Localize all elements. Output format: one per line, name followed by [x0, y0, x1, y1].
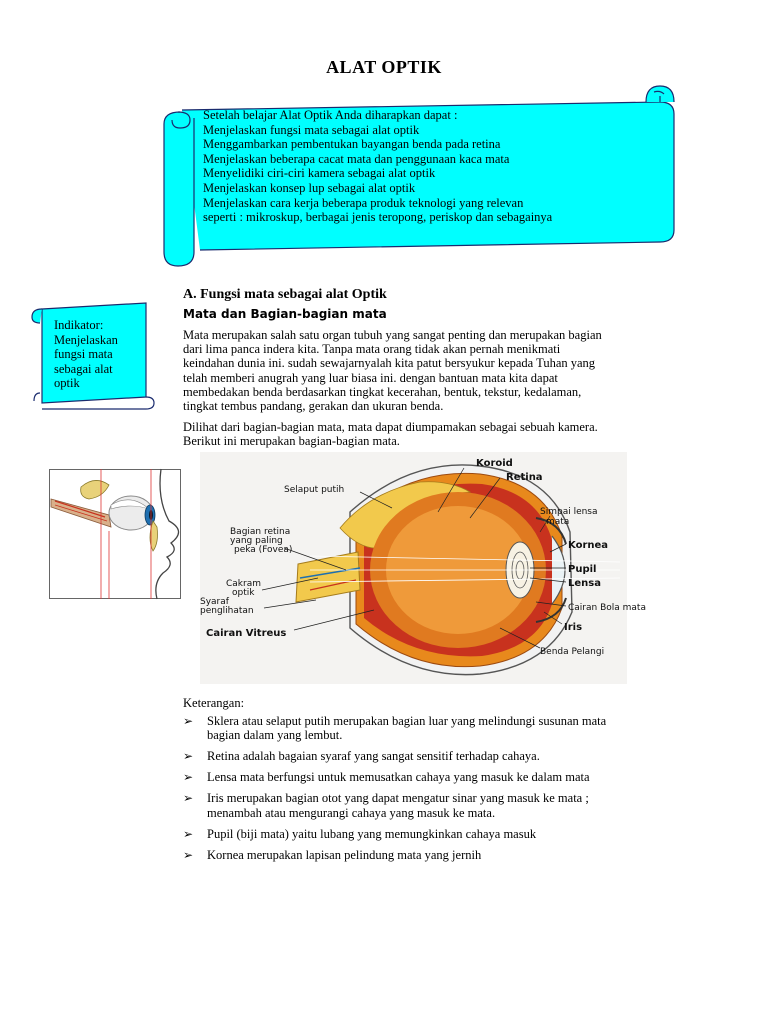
arrow-bullet-icon: ➢ — [183, 714, 194, 728]
list-item — [183, 714, 723, 743]
label-cairan-bola-mata: Cairan Bola mata — [568, 603, 646, 613]
label-kornea: Kornea — [568, 540, 609, 551]
label-benda-pelangi: Benda Pelangi — [540, 647, 605, 657]
indicator-line: Indikator: — [54, 318, 104, 332]
label-simpai-lensa-mata: mata — [546, 517, 570, 527]
arrow-bullet-icon: ➢ — [183, 826, 194, 841]
label-cakram: Cakram — [226, 579, 261, 589]
label-bagian-retina: Bagian retina — [230, 527, 291, 537]
paragraph-line: Mata merupakan salah satu organ tubuh yang sangat penting dan merupakan bagian — [183, 328, 602, 342]
indicator-line: fungsi mata — [54, 347, 113, 362]
paragraph-line: tingkat tembus pandang, gerakan dan ukuran benda. — [183, 399, 444, 414]
paragraph-intro — [183, 328, 723, 413]
eye-cross-section-diagram — [200, 452, 646, 684]
objectives-line: Menjelaskan konsep lup sebagai alat optik — [203, 180, 416, 195]
section-heading: A. Fungsi mata sebagai alat Optik — [183, 287, 387, 302]
paragraph-line: Berikut ini merupakan bagian-bagian mata. — [183, 434, 400, 449]
indicator-line: Menjelaskan — [54, 332, 118, 347]
list-item-text: Kornea merupakan lapisan pelindung mata yang jernih — [207, 847, 482, 862]
objectives-line: Menjelaskan beberapa cacat mata dan penggunaan kaca mata — [203, 151, 510, 166]
keterangan-list — [183, 714, 723, 869]
list-item — [183, 827, 723, 841]
arrow-bullet-icon: ➢ — [183, 770, 194, 785]
label-iris: Iris — [564, 622, 583, 633]
label-cairan-vitreus: Cairan Vitreus — [206, 628, 287, 639]
label-retina: Retina — [506, 472, 543, 483]
label-fovea: peka (Fovea) — [234, 545, 293, 555]
label-bagian-retina-2: yang paling — [230, 536, 283, 546]
paragraph-camera — [183, 420, 723, 448]
list-item — [183, 848, 723, 862]
arrow-bullet-icon: ➢ — [183, 749, 194, 764]
label-simpai-lensa: Simpai lensa — [540, 507, 598, 517]
paragraph-line: keindahan dunia ini. sudah sewajarnyalah kita patut bersyukur kepada Tuhan yang — [183, 356, 596, 371]
list-item-text: Retina adalah bagaian syaraf yang sangat sensitif terhadap cahaya. — [207, 749, 540, 764]
objectives-line: Menjelaskan fungsi mata sebagai alat optik — [203, 122, 420, 137]
arrow-bullet-icon: ➢ — [183, 791, 194, 806]
page-title: ALAT OPTIK — [326, 57, 442, 77]
keterangan-label: Keterangan: — [183, 696, 245, 710]
paragraph-line: membedakan benda berdasarkan tingkat kecerahan, bentuk, tekstur, kedalaman, — [183, 384, 582, 399]
label-lensa: Lensa — [568, 578, 601, 589]
sub-heading: Mata dan Bagian-bagian mata — [183, 307, 387, 321]
indicator-line: sebagai alat — [54, 361, 113, 376]
paragraph-line: Dilihat dari bagian-bagian mata, mata dapat diumpamakan sebagai sebuah kamera. — [183, 420, 598, 434]
objectives-line: seperti : mikroskup, berbagai jenis teropong, periskop dan sebagainya — [203, 210, 553, 225]
label-koroid: Koroid — [476, 458, 513, 469]
list-item-text: Pupil (biji mata) yaitu lubang yang memungkinkan cahaya masuk — [207, 826, 537, 841]
objectives-line: Menyelidiki ciri-ciri kamera sebagai alat optik — [203, 166, 436, 181]
list-item-text: Lensa mata berfungsi untuk memusatkan cahaya yang masuk ke dalam mata — [207, 770, 590, 785]
list-item — [183, 791, 723, 820]
label-syaraf: Syaraf — [200, 597, 229, 607]
label-cakram-optik: optik — [232, 588, 255, 598]
head-eye-illustration — [49, 469, 181, 599]
objectives-line: Menggambarkan pembentukan bayangan benda pada retina — [203, 137, 501, 152]
list-item — [183, 770, 723, 784]
label-pupil: Pupil — [568, 564, 597, 575]
paragraph-line: dari lima panca indera kita. Tanpa mata orang tidak akan pernah menikmati — [183, 342, 561, 357]
list-item-text: Sklera atau selaput putih merupakan bagian luar yang melindungi susunan mata — [207, 714, 607, 728]
indicator-line: optik — [54, 376, 80, 391]
arrow-bullet-icon: ➢ — [183, 847, 194, 862]
list-item — [183, 749, 723, 763]
label-syaraf-penglihatan: penglihatan — [200, 606, 254, 616]
indicator-text — [54, 318, 146, 391]
paragraph-line: telah memberi anugrah yang luar biasa ini. dengan bantuan mata kita dapat — [183, 370, 558, 385]
objectives-line: Setelah belajar Alat Optik Anda diharapkan dapat : — [203, 108, 458, 122]
objectives-list — [203, 108, 663, 225]
label-selaput-putih: Selaput putih — [284, 485, 345, 495]
list-item-text: menambah atau mengurangi cahaya yang masuk ke mata. — [207, 805, 496, 820]
list-item-text: Iris merupakan bagian otot yang dapat mengatur sinar yang masuk ke mata ; — [207, 791, 589, 806]
list-item-text: bagian dalam yang lembut. — [207, 728, 343, 743]
objectives-line: Menjelaskan cara kerja beberapa produk teknologi yang relevan — [203, 195, 524, 210]
